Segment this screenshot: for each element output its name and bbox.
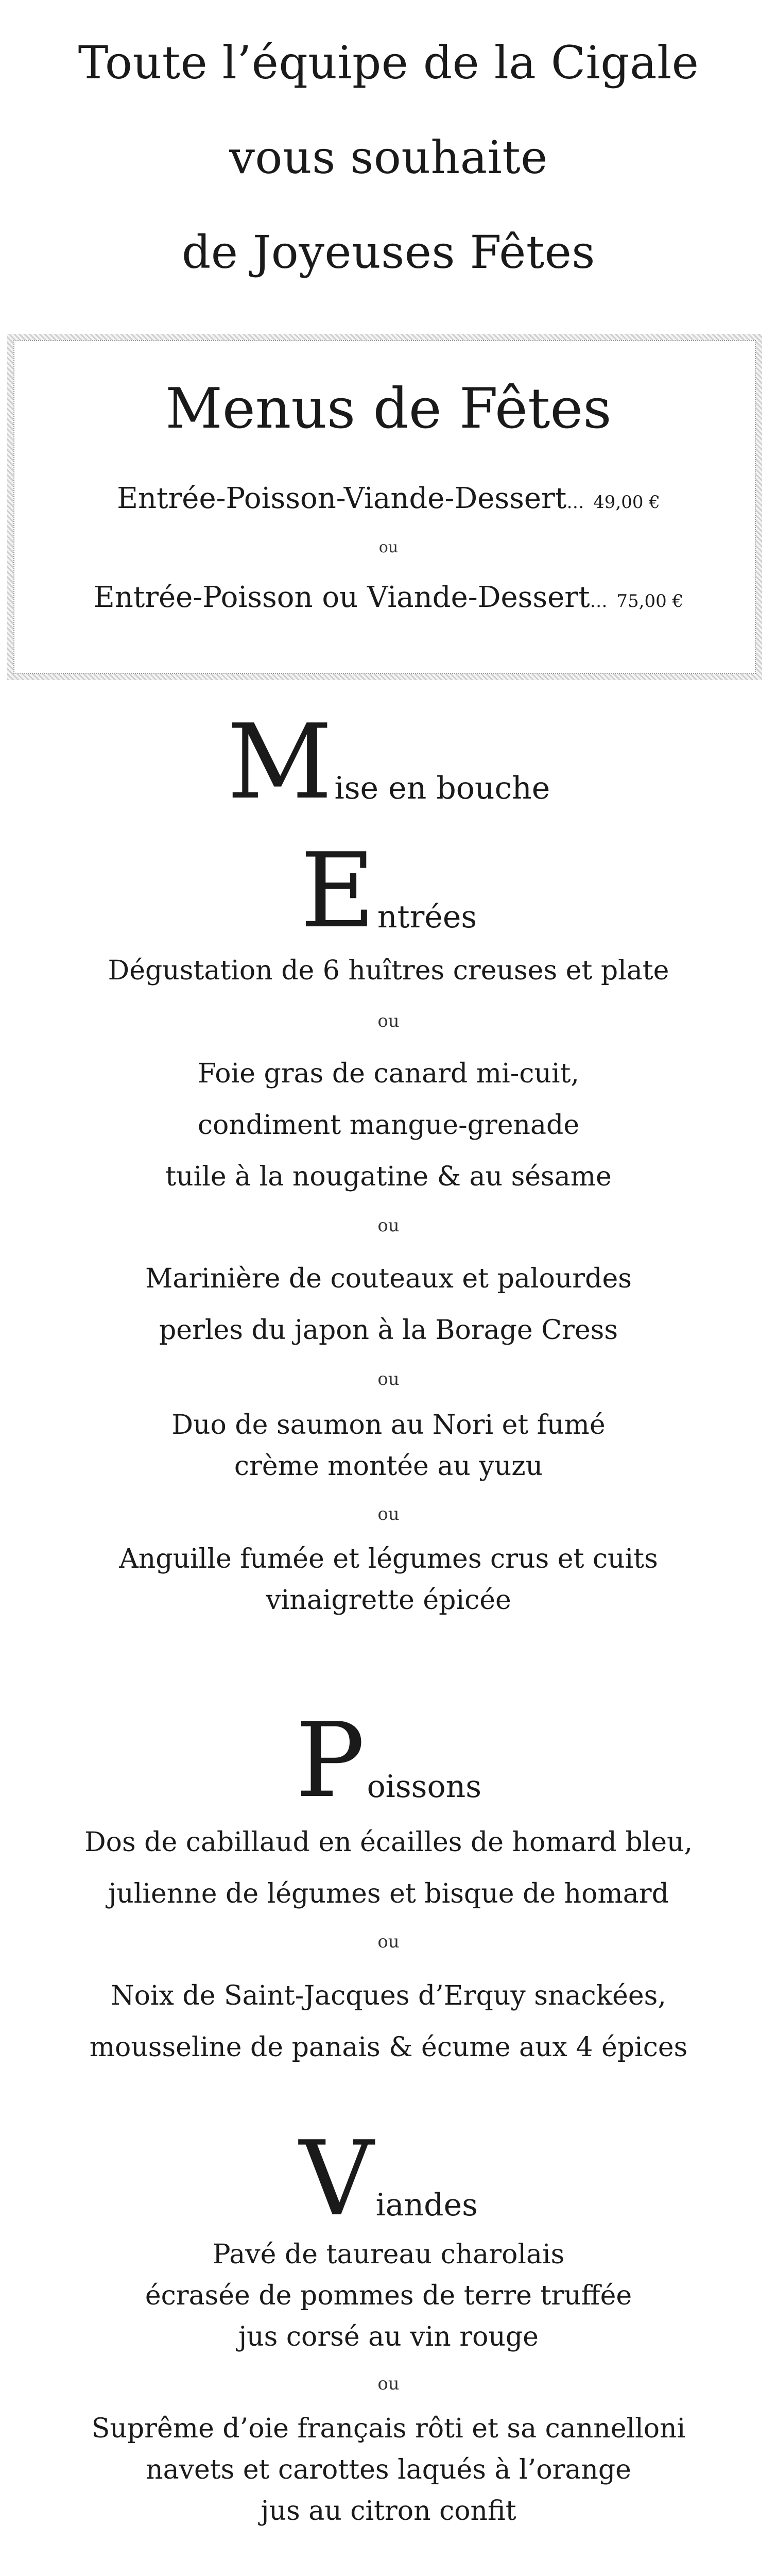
menu-option-1-label: Entrée-Poisson-Viande-Dessert <box>117 482 567 515</box>
menu-option-2 <box>0 583 777 612</box>
menus-separator: ou <box>378 538 399 556</box>
menu-option-2-label: Entrée-Poisson ou Viande-Dessert <box>93 581 590 614</box>
entree-separator: ou <box>377 1215 400 1236</box>
menu-option-1-dots: … <box>566 492 584 513</box>
poisson-separator: ou <box>377 1931 400 1952</box>
entree-line: vinaigrette épicée <box>266 1585 511 1616</box>
entree-line: tuile à la nougatine & au sésame <box>165 1161 612 1192</box>
menu-option-2-dots: … <box>590 591 608 612</box>
viande-line: écrasée de pommes de terre truffée <box>145 2280 632 2311</box>
entree-line: Duo de saumon au Nori et fumé <box>171 1410 606 1440</box>
section-viandes-title: iandes <box>375 2187 478 2223</box>
section-viandes-initial: V <box>299 2119 374 2239</box>
section-poissons-initial: P <box>295 1701 365 1821</box>
viande-line: jus corsé au vin rouge <box>238 2321 539 2352</box>
section-entrees-title: ntrées <box>377 899 477 935</box>
section-poissons <box>0 1701 777 1821</box>
header-line-1: Toute l’équipe de la Cigale <box>78 36 699 89</box>
section-poissons-title: oissons <box>367 1769 482 1805</box>
viande-line: navets et carottes laqués à l’orange <box>146 2454 631 2485</box>
entree-separator: ou <box>377 1504 400 1524</box>
entree-line: condiment mangue-grenade <box>197 1110 580 1141</box>
poisson-line: julienne de légumes et bisque de homard <box>108 1878 669 1909</box>
viande-line: jus au citron confit <box>261 2496 516 2527</box>
header-line-3: de Joyeuses Fêtes <box>182 226 595 279</box>
entree-line: Dégustation de 6 huîtres creuses et plate <box>108 955 669 986</box>
poisson-line: Dos de cabillaud en écailles de homard bleu, <box>84 1827 693 1858</box>
entree-line: Anguille fumée et légumes crus et cuits <box>119 1544 658 1574</box>
section-mise-en-bouche <box>0 702 777 822</box>
viande-line: Pavé de taureau charolais <box>212 2239 565 2270</box>
entree-separator: ou <box>377 1011 400 1031</box>
viande-line: Suprême d’oie français rôti et sa cannelloni <box>91 2413 686 2444</box>
section-entrees <box>0 831 777 951</box>
entree-line: Foie gras de canard mi-cuit, <box>198 1058 579 1089</box>
section-mise-en-bouche-initial: M <box>227 702 333 822</box>
section-entrees-initial: E <box>300 831 375 951</box>
poisson-line: Noix de Saint-Jacques d’Erquy snackées, <box>111 1980 666 2011</box>
section-viandes <box>0 2119 777 2239</box>
entree-line: Marinière de couteaux et palourdes <box>145 1263 632 1294</box>
poisson-line: mousseline de panais & écume aux 4 épices <box>89 2032 688 2063</box>
menu-option-1-price: 49,00 € <box>593 492 660 513</box>
entree-separator: ou <box>377 1369 400 1389</box>
viande-separator: ou <box>377 2374 400 2394</box>
entree-line: crème montée au yuzu <box>234 1451 543 1482</box>
menus-title: Menus de Fêtes <box>165 377 612 441</box>
menu-option-1 <box>0 484 777 513</box>
menu-option-2-price: 75,00 € <box>616 591 684 612</box>
section-mise-en-bouche-title: ise en bouche <box>334 770 550 806</box>
header-line-2: vous souhaite <box>229 131 548 184</box>
entree-line: perles du japon à la Borage Cress <box>159 1315 618 1346</box>
